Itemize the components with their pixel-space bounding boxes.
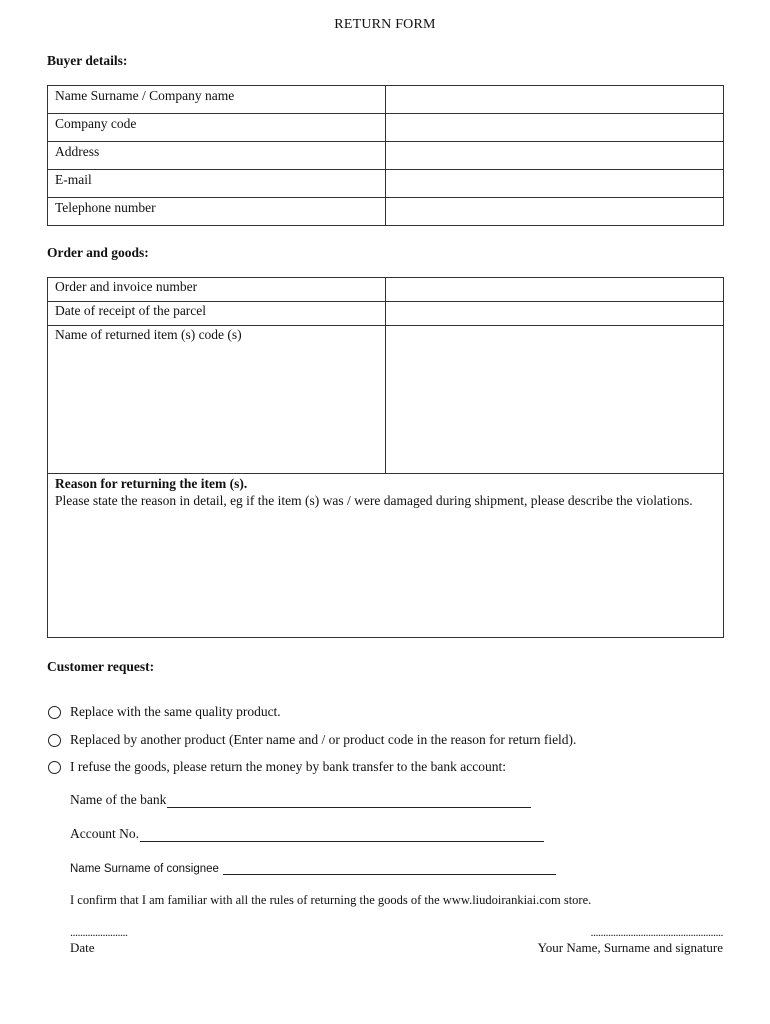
account-label: Account No.: [70, 826, 139, 841]
table-row: [48, 170, 724, 198]
returned-items-field[interactable]: [386, 326, 724, 474]
form-title: RETURN FORM: [334, 17, 436, 32]
bank-name-label: Name of the bank: [70, 792, 167, 807]
reason-instructions: Please state the reason in detail, eg if the item (s) was / were damaged during shipment, please describe the violations.: [55, 493, 693, 508]
table-row: [48, 278, 724, 302]
table-row: [48, 326, 724, 474]
table-row: [48, 198, 724, 226]
buyer-name-field[interactable]: [386, 86, 724, 114]
telephone-label: Telephone number: [48, 198, 386, 226]
option-label: Replaced by another product (Enter name and / or product code in the reason for return field).: [70, 732, 577, 747]
bank-name-row: [70, 792, 531, 808]
account-row: [70, 826, 544, 842]
order-invoice-label: Order and invoice number: [48, 278, 386, 302]
signature-label: Your Name, Surname and signature: [537, 940, 723, 955]
table-row: [48, 142, 724, 170]
company-code-field[interactable]: [386, 114, 724, 142]
table-row: [48, 114, 724, 142]
address-field[interactable]: [386, 142, 724, 170]
order-goods-table: [47, 277, 724, 638]
telephone-field[interactable]: [386, 198, 724, 226]
signature-line[interactable]: .....................................................: [590, 925, 723, 939]
option-label: Replace with the same quality product.: [70, 704, 281, 719]
table-row: [48, 474, 724, 638]
table-row: [48, 302, 724, 326]
option-label: I refuse the goods, please return the money by bank transfer to the bank account:: [70, 759, 506, 774]
buyer-name-label: Name Surname / Company name: [48, 86, 386, 114]
option-replace-same[interactable]: [48, 704, 281, 720]
consignee-input[interactable]: [223, 860, 556, 875]
consignee-label: Name Surname of consignee: [70, 863, 219, 875]
option-replace-other[interactable]: [48, 732, 576, 748]
buyer-details-table: [47, 85, 724, 226]
radio-button-icon[interactable]: [48, 734, 61, 747]
date-label: Date: [70, 940, 95, 955]
radio-button-icon[interactable]: [48, 761, 61, 774]
order-invoice-field[interactable]: [386, 278, 724, 302]
option-refund[interactable]: [48, 759, 506, 775]
consignee-row: [70, 860, 556, 875]
date-line[interactable]: .......................: [70, 925, 128, 939]
company-code-label: Company code: [48, 114, 386, 142]
bank-name-input[interactable]: [167, 793, 531, 808]
customer-request-heading: Customer request:: [47, 659, 155, 674]
address-label: Address: [48, 142, 386, 170]
buyer-details-heading: Buyer details:: [47, 53, 128, 68]
returned-items-label: Name of returned item (s) code (s): [48, 326, 386, 474]
receipt-date-label: Date of receipt of the parcel: [48, 302, 386, 326]
reason-field[interactable]: [48, 474, 724, 638]
receipt-date-field[interactable]: [386, 302, 724, 326]
reason-title: Reason for returning the item (s).: [55, 476, 248, 491]
account-input[interactable]: [140, 827, 544, 842]
email-field[interactable]: [386, 170, 724, 198]
radio-button-icon[interactable]: [48, 706, 61, 719]
order-goods-heading: Order and goods:: [47, 245, 149, 260]
confirmation-statement: I confirm that I am familiar with all the rules of returning the goods of the www.liudoirankiai.com store.: [70, 893, 592, 907]
email-label: E-mail: [48, 170, 386, 198]
table-row: [48, 86, 724, 114]
